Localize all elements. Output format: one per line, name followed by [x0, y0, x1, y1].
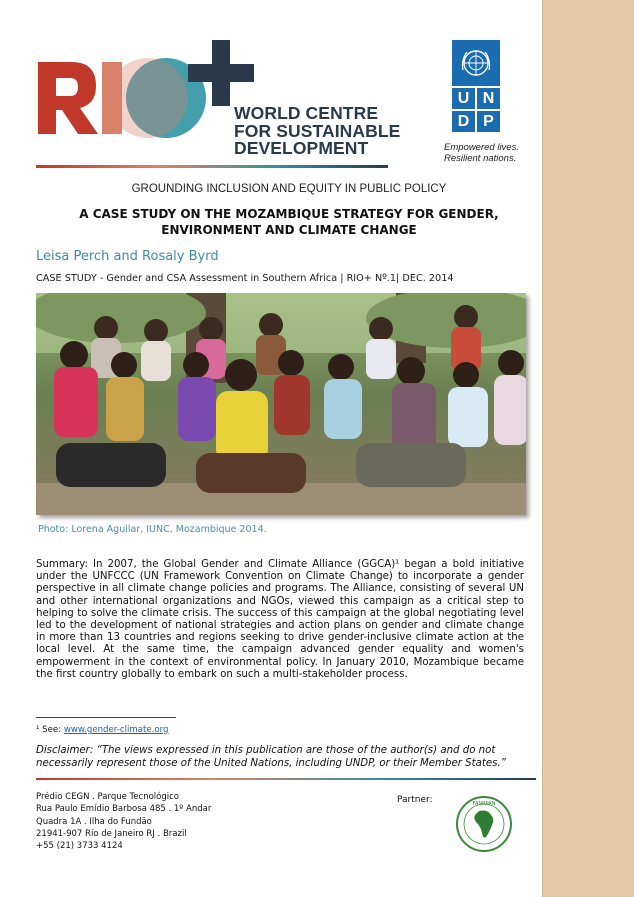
- address-block: [36, 791, 211, 852]
- svg-text:FANRPAN: FANRPAN: [472, 801, 496, 807]
- undp-logo: [452, 40, 500, 132]
- footnote-prefix: ¹ See:: [36, 725, 64, 735]
- footer-rule: [36, 778, 536, 780]
- disclaimer: Disclaimer: “The views expressed in this publication are those of the author(s) and do not necessarily represent those of the United Nations, including UNDP, or their Member States.”: [36, 745, 506, 769]
- authors: Leisa Perch and Rosaly Byrd: [36, 249, 219, 264]
- rio-plus-logo: [36, 38, 266, 158]
- rio-line-2: FOR SUSTAINABLE: [234, 120, 401, 141]
- address-line: 21941-907 Rio de Janeiro RJ . Brazil: [36, 828, 187, 839]
- undp-tagline-2: Resilient nations.: [444, 153, 517, 164]
- rio-line-3: DEVELOPMENT: [234, 138, 369, 158]
- fanrpan-logo: [455, 795, 513, 853]
- side-band: [543, 0, 634, 897]
- address-line: Rua Paulo Emídio Barbosa 485 . 1º Andar: [36, 804, 212, 815]
- photo-caption: Photo: Lorena Aguilar, IUNC, Mozambique 2014.: [38, 524, 267, 535]
- address-line: Prédio CEGN . Parque Tecnológico: [36, 792, 179, 802]
- title-line-1: A CASE STUDY ON THE MOZAMBIQUE STRATEGY FOR GENDER,: [79, 207, 499, 221]
- summary-paragraph: Summary: In 2007, the Global Gender and Climate Alliance (GGCA)¹ began a bold initiative under the UNFCCC (UN Framework Convention on Climate Change) to incorporate a gender perspective in all climate change policies and programs. The Alliance, consisting of several UN and other international organizations and NGOs, viewed this campaign as a critical step to helping to solve the climate crisis. The success of this campaign at the global negotiating level led to the development of national strategies and action plans on gender and climate change in more than 13 countries and regions seeking to drive gender-inclusive climate action at the local level. At the same time, the campaign advanced gender equality and women's empowerment in the context of environmental policy. In January 2010, Mozambique became the first country globally to embark on such a multi-stakeholder process.: [36, 559, 524, 680]
- un-globe-icon: [452, 40, 500, 86]
- partner-label: Partner:: [397, 795, 433, 805]
- address-line: +55 (21) 3733 4124: [36, 841, 123, 852]
- undp-tagline-1: Empowered lives.: [444, 142, 519, 153]
- address-line: Quadra 1A . Ilha do Fundão: [36, 816, 152, 827]
- kicker: GROUNDING INCLUSION AND EQUITY IN PUBLIC POLICY: [131, 183, 447, 195]
- cover-photo: [36, 293, 526, 515]
- page-edge: [542, 0, 543, 897]
- rio-line-1: WORLD CENTRE: [234, 103, 379, 123]
- undp-tagline: [444, 142, 519, 164]
- title-line-2: ENVIRONMENT AND CLIMATE CHANGE: [161, 223, 417, 237]
- page-title: [36, 206, 542, 238]
- undp-letter-p: P: [477, 111, 500, 132]
- undp-letter-n: N: [477, 88, 500, 109]
- footnote-rule: [36, 717, 176, 718]
- header-rule: [36, 165, 388, 168]
- footnote: [36, 725, 169, 735]
- footnote-link[interactable]: www.gender-climate.org: [63, 725, 169, 735]
- series-line: CASE STUDY - Gender and CSA Assessment in Southern Africa | RIO+ Nº.1| DEC. 2014: [36, 273, 454, 284]
- rio-wordmark: [234, 105, 400, 158]
- undp-letter-u: U: [452, 88, 475, 109]
- undp-letter-d: D: [452, 111, 475, 132]
